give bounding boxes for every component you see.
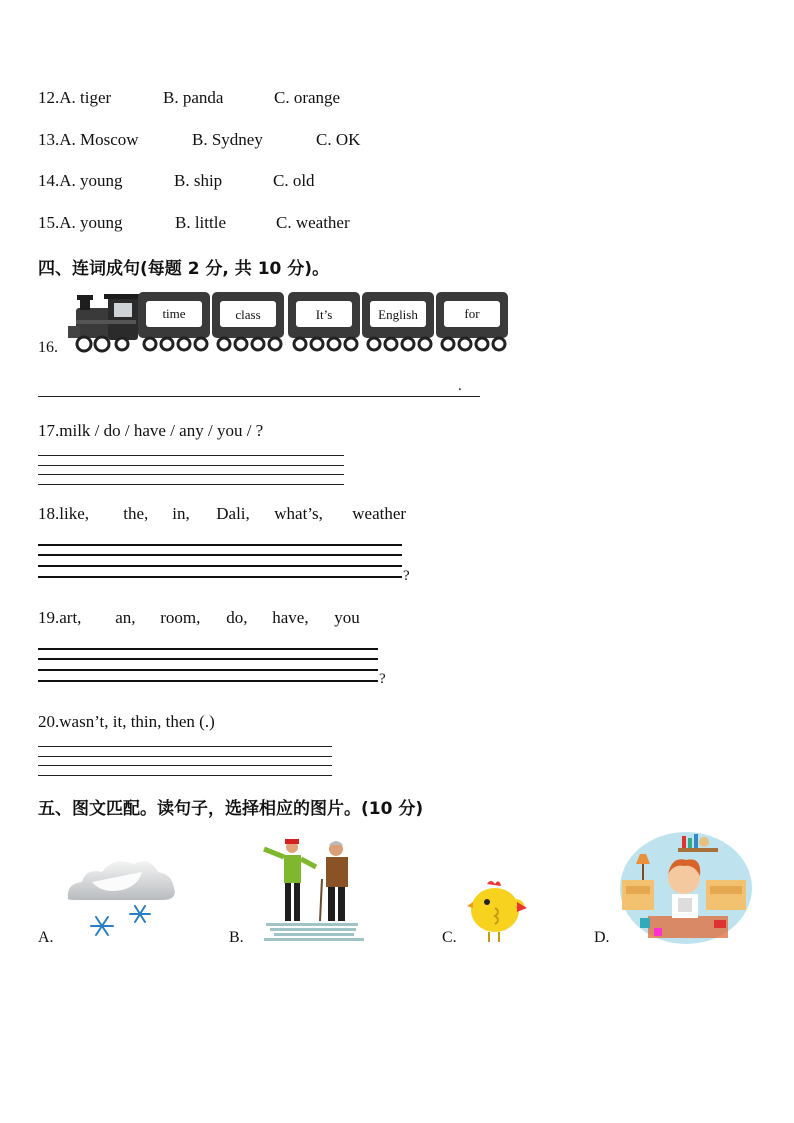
answer-line-19c[interactable] [38, 669, 378, 671]
option-c: C. weather [276, 213, 350, 232]
option-c: C. old [273, 171, 315, 190]
answer-line-17d[interactable] [38, 484, 344, 485]
train-car-word: for [464, 306, 480, 321]
answer-line-19d[interactable] [38, 680, 378, 682]
train-car-word: time [162, 306, 186, 321]
train-car-word: class [235, 307, 261, 322]
snow-cloud-icon [62, 854, 178, 944]
question-18: 18.like, the, in, Dali, what’s, weather [38, 504, 407, 523]
section-4-title: 四、连词成句(每题 2 分, 共 10 分)。 [38, 259, 330, 279]
messy-room-boy-icon [618, 824, 754, 946]
answer-line-16[interactable] [38, 396, 480, 397]
train-car-word: English [378, 307, 418, 322]
locomotive-icon [68, 294, 142, 351]
question-number: 12. [38, 88, 60, 107]
chick-icon [465, 878, 529, 944]
question-17: 17.milk / do / have / any / you / ? [38, 421, 264, 440]
answer-line-20d[interactable] [38, 775, 332, 776]
answer-line-18d[interactable] [38, 576, 402, 578]
answer-line-18c[interactable] [38, 565, 402, 567]
option-b: B. panda [163, 88, 224, 107]
end-punctuation: ? [403, 568, 410, 584]
two-men-crosswalk-icon [258, 835, 368, 943]
answer-line-20a[interactable] [38, 746, 332, 747]
answer-line-18b[interactable] [38, 554, 402, 556]
end-punctuation: ? [379, 671, 386, 687]
picture-a-label: A. [38, 929, 54, 946]
train-wheels [138, 334, 510, 354]
option-c: C. OK [316, 130, 361, 149]
answer-line-20b[interactable] [38, 756, 332, 757]
question-16-number: 16. [38, 339, 58, 356]
question-number: 13. [38, 130, 60, 149]
answer-line-18a[interactable] [38, 544, 402, 546]
answer-line-17a[interactable] [38, 455, 344, 456]
train-car-word: It’s [315, 307, 333, 322]
answer-line-17b[interactable] [38, 465, 344, 466]
option-b: B. ship [174, 171, 223, 190]
picture-c-label: C. [442, 929, 457, 946]
answer-line-17c[interactable] [38, 474, 344, 475]
picture-d-label: D. [594, 929, 610, 946]
option-a: A. young [59, 171, 123, 190]
option-a: A. Moscow [59, 130, 139, 149]
answer-line-20c[interactable] [38, 765, 332, 766]
question-number: 15. [38, 213, 60, 232]
question-20: 20.wasn’t, it, thin, then (.) [38, 712, 215, 731]
end-punctuation: . [458, 378, 462, 394]
question-19: 19.art, an, room, do, have, you [38, 608, 360, 627]
option-b: B. little [175, 213, 226, 232]
question-number: 14. [38, 171, 60, 190]
option-c: C. orange [274, 88, 341, 107]
picture-b-label: B. [229, 929, 244, 946]
answer-line-19a[interactable] [38, 648, 378, 650]
section-5-title: 五、图文匹配。读句子，选择相应的图片。(10 分) [38, 799, 424, 819]
answer-line-19b[interactable] [38, 658, 378, 660]
option-a: A. tiger [59, 88, 112, 107]
option-a: A. young [59, 213, 123, 232]
option-b: B. Sydney [192, 130, 263, 149]
